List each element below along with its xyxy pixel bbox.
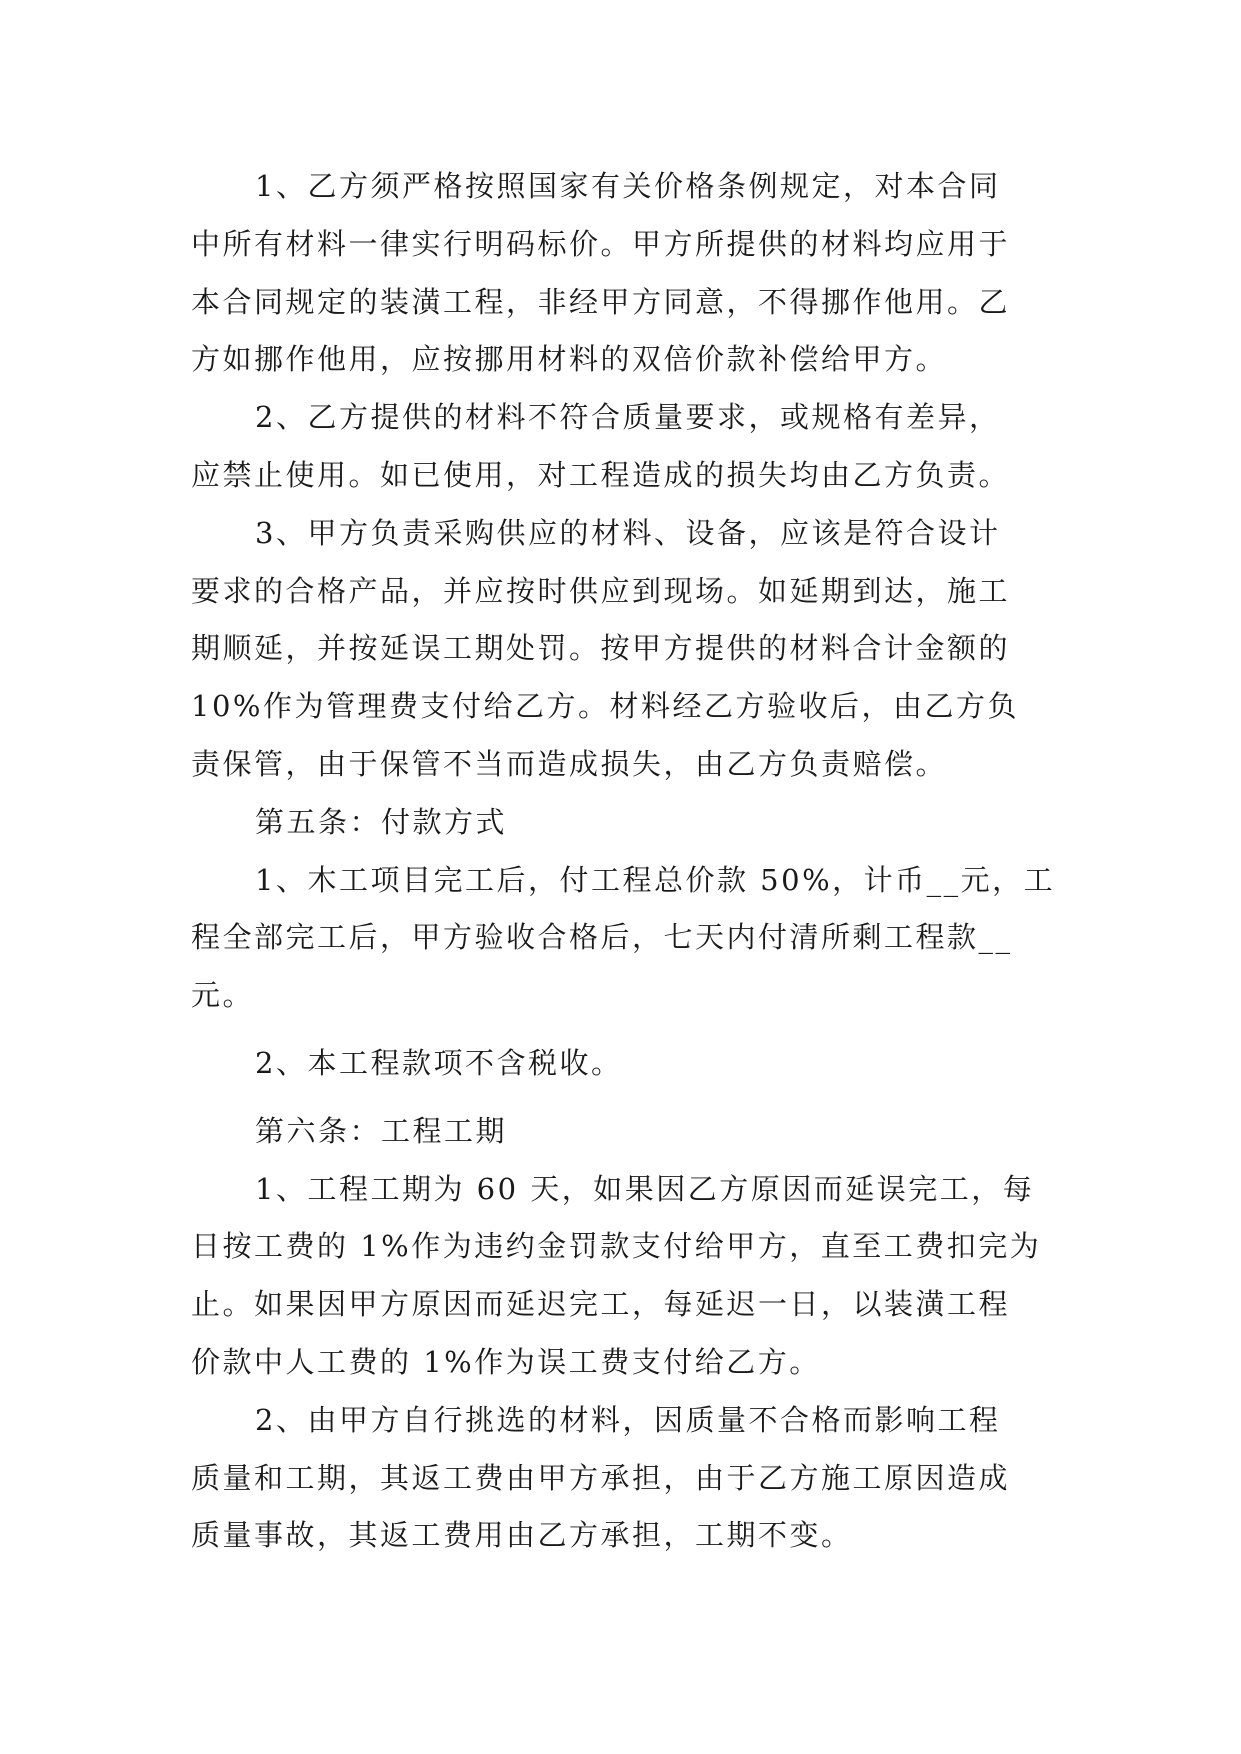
text-line: 质量事故，其返工费用由乙方承担，工期不变。 [191,1518,853,1553]
text-line: 应禁止使用。如已使用，对工程造成的损失均由乙方负责。 [191,457,1011,492]
text-line: 止。如果因甲方原因而延迟完工，每延迟一日，以装潢工程 [191,1287,1011,1322]
text-line: 2、由甲方自行挑选的材料，因质量不合格而影响工程 [255,1402,1001,1437]
text-line: 责保管，由于保管不当而造成损失，由乙方负责赔偿。 [191,746,948,781]
text-line: 2、本工程款项不含税收。 [255,1045,623,1080]
document-body [191,158,1071,1565]
text-line: 元。 [191,978,255,1013]
text-line: 期顺延，并按延误工期处罚。按甲方提供的材料合计金额的 [191,631,1011,666]
text-line: 价款中人工费的 1%作为误工费支付给乙方。 [191,1344,821,1379]
text-line: 1、木工项目完工后，付工程总价款 50%，计币__元，工 [255,862,1056,897]
text-line: 质量和工期，其返工费由甲方承担，由于乙方施工原因造成 [191,1460,1011,1495]
text-line: 本合同规定的装潢工程，非经甲方同意，不得挪作他用。乙 [191,284,1011,319]
text-line: 要求的合格产品，并应按时供应到现场。如延期到达，施工 [191,573,1011,608]
section-heading: 第六条：工程工期 [255,1113,508,1148]
paragraph-gap [191,1093,1071,1103]
text-line: 程全部完工后，甲方验收合格后，七天内付清所剩工程款__ [191,920,1013,955]
text-line: 日按工费的 1%作为违约金罚款支付给甲方，直至工费扣完为 [191,1229,1042,1264]
section-heading: 第五条：付款方式 [255,804,508,839]
text-line: 1、工程工期为 60 天，如果因乙方原因而延误完工，每 [255,1171,1035,1206]
paragraph-gap [191,1025,1071,1035]
text-line: 3、甲方负责采购供应的材料、设备，应该是符合设计 [255,515,1001,550]
text-line: 方如挪作他用，应按挪用材料的双倍价款补偿给甲方。 [191,342,948,377]
text-line: 10%作为管理费支付给乙方。材料经乙方验收后，由乙方负 [191,689,1019,724]
text-line: 1、乙方须严格按照国家有关价格条例规定，对本合同 [255,169,1001,203]
text-line: 2、乙方提供的材料不符合质量要求，或规格有差异， [255,400,1001,435]
text-line: 中所有材料一律实行明码标价。甲方所提供的材料均应用于 [191,226,1011,261]
